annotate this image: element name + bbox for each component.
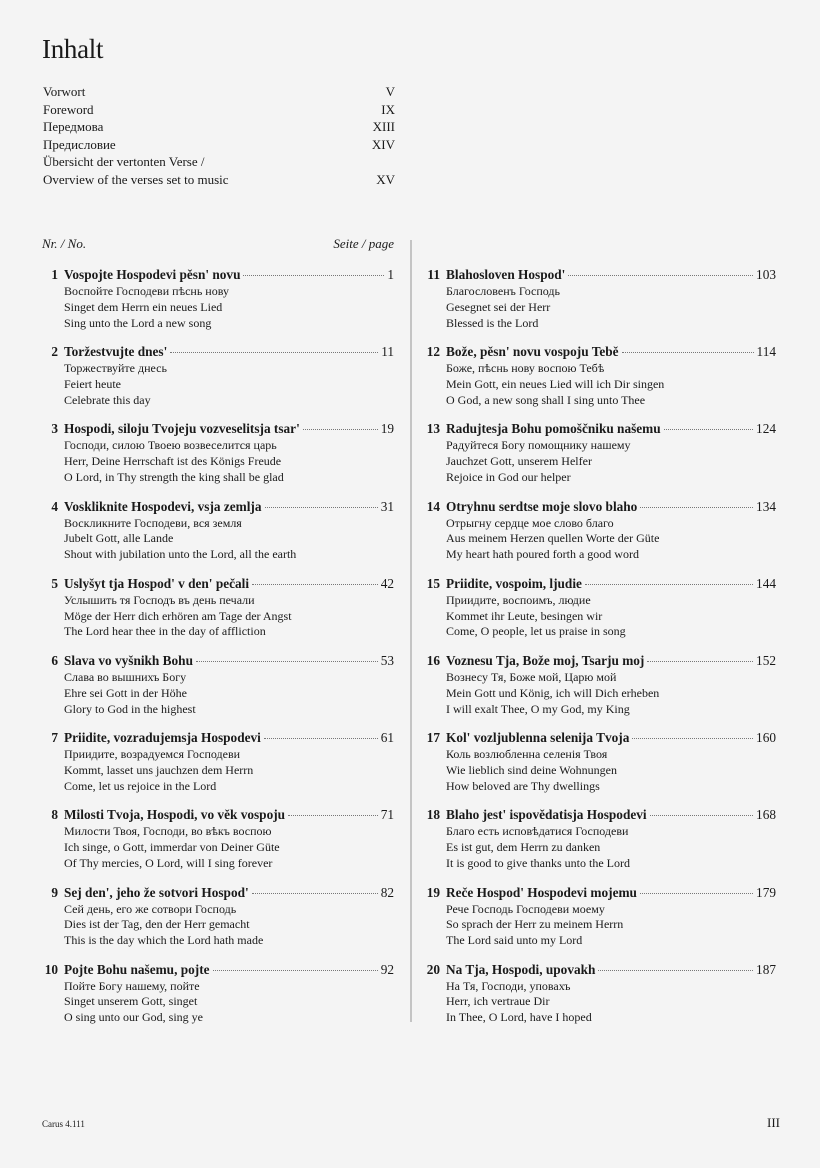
front-matter-label: Foreword — [43, 101, 94, 117]
toc-column-right — [418, 266, 776, 1038]
toc-entry[interactable] — [36, 575, 394, 652]
front-matter-label: Overview of the verses set to music — [43, 171, 229, 187]
entry-german-title: So sprach der Herr zu meinem Herrn — [446, 917, 624, 932]
toc-entry-heading[interactable] — [36, 343, 394, 361]
toc-entry[interactable] — [418, 729, 776, 806]
entry-german-title: Herr, Deine Herrschaft ist des Königs Freude — [64, 454, 282, 469]
page-title: Inhalt — [42, 34, 104, 64]
toc-entry-heading[interactable] — [36, 652, 394, 670]
dot-leader — [170, 352, 378, 353]
entry-page-number: 187 — [756, 961, 776, 977]
front-matter-list — [43, 83, 395, 189]
dot-leader — [265, 507, 378, 508]
entry-title: Toržestvujte dnes' — [64, 344, 168, 360]
entry-title: Reče Hospod' Hospodevi mojemu — [446, 884, 637, 900]
entry-page-number: 134 — [756, 498, 776, 514]
entry-english-title: I will exalt Thee, O my God, my King — [446, 701, 630, 716]
entry-page-number: 53 — [380, 652, 394, 668]
toc-entry[interactable] — [36, 420, 394, 497]
entry-english-title: Of Thy mercies, O Lord, will I sing forever — [64, 855, 273, 870]
front-matter-label: Übersicht der vertonten Verse / — [43, 154, 205, 170]
front-matter-item[interactable] — [43, 101, 395, 119]
entry-number: 19 — [426, 884, 440, 900]
entry-english-title: Sing unto the Lord a new song — [64, 315, 212, 330]
dot-leader — [252, 893, 378, 894]
dot-leader — [213, 970, 378, 971]
dot-leader — [568, 275, 753, 276]
entry-english-title: Celebrate this day — [64, 392, 151, 407]
entry-page-number: 19 — [380, 421, 394, 437]
entry-german-title: Jubelt Gott, alle Lande — [64, 531, 174, 546]
page-number: III — [767, 1115, 780, 1130]
entry-number: 16 — [426, 652, 440, 668]
entry-cyrillic-title: Радуйтеся Богу помощнику нашему — [446, 438, 631, 453]
toc-entry-heading[interactable] — [36, 806, 394, 824]
dot-leader — [252, 584, 378, 585]
entry-german-title: Mein Gott, ein neues Lied will ich Dir singen — [446, 376, 665, 391]
entry-number: 10 — [44, 961, 58, 977]
entry-number: 2 — [51, 344, 58, 360]
dot-leader — [647, 661, 753, 662]
toc-entry[interactable] — [36, 729, 394, 806]
front-matter-label: Vorwort — [43, 84, 86, 99]
toc-entry-heading[interactable] — [36, 961, 394, 979]
entry-german-title: Kommt, lasset uns jauchzen dem Herrn — [64, 762, 254, 777]
toc-entry[interactable] — [36, 343, 394, 420]
entry-number: 20 — [426, 961, 440, 977]
entry-cyrillic-title: Сей день, его же сотвори Господь — [64, 901, 237, 916]
entry-german-title: Es ist gut, dem Herrn zu danken — [446, 840, 601, 855]
entry-page-number: 124 — [756, 421, 776, 437]
dot-leader — [288, 815, 378, 816]
entry-english-title: Glory to God in the highest — [64, 701, 196, 716]
toc-entry-heading[interactable] — [418, 420, 776, 438]
entry-english-title: O sing unto our God, sing ye — [64, 1010, 203, 1025]
dot-leader — [650, 815, 753, 816]
front-matter-item[interactable] — [43, 118, 395, 136]
entry-cyrillic-title: Коль возлюбленна селенія Твоя — [446, 747, 608, 762]
toc-entry-heading[interactable] — [418, 806, 776, 824]
entry-title: Priidite, vospoim, ljudie — [446, 575, 582, 591]
entry-cyrillic-title: Милости Твоя, Господи, во вѣкъ воспою — [64, 824, 272, 839]
entry-cyrillic-title: Благословенъ Господь — [446, 284, 560, 298]
entry-english-title: It is good to give thanks unto the Lord — [446, 855, 630, 870]
entry-title: Vospojte Hospodevi pěsn' novu — [64, 267, 241, 282]
entry-cyrillic-title: Воскликните Господеви, вся земля — [64, 515, 242, 530]
entry-cyrillic-title: Вознесу Тя, Боже мой, Царю мой — [446, 669, 617, 684]
entry-title: Priidite, vozradujemsja Hospodevi — [64, 730, 261, 746]
toc-entry[interactable] — [36, 961, 394, 1038]
dot-leader — [264, 738, 378, 739]
front-matter-label: Предисловие — [43, 136, 116, 152]
entry-german-title: Singet dem Herrn ein neues Lied — [64, 299, 223, 314]
dot-leader — [664, 429, 753, 430]
front-matter-item[interactable] — [43, 171, 395, 189]
toc-entry-heading[interactable] — [36, 884, 394, 902]
entry-german-title: Aus meinem Herzen quellen Worte der Güte — [446, 531, 660, 546]
entry-number: 7 — [51, 730, 58, 746]
toc-entry-heading[interactable] — [36, 420, 394, 438]
toc-entry-heading[interactable] — [36, 498, 394, 516]
toc-entry[interactable] — [36, 884, 394, 961]
entry-title: Na Tja, Hospodi, upovakh — [446, 961, 596, 977]
toc-entry-heading[interactable] — [418, 652, 776, 670]
toc-entry[interactable] — [36, 652, 394, 729]
entry-cyrillic-title: Отрыгну сердце мое слово благо — [446, 515, 614, 530]
entry-cyrillic-title: Боже, пѣснь нову воспою Тебѣ — [446, 361, 605, 376]
entry-cyrillic-title: Торжествуйте днесь — [64, 361, 167, 376]
toc-entry[interactable] — [36, 266, 394, 343]
entry-page-number: 103 — [756, 267, 776, 282]
entry-page-number: 168 — [756, 807, 776, 823]
entry-title: Sej den', jeho že sotvori Hospod' — [64, 884, 249, 900]
toc-entry[interactable] — [418, 343, 776, 420]
entry-german-title: Möge der Herr dich erhören am Tage der Angst — [64, 608, 292, 623]
front-matter-page: IX — [381, 101, 395, 117]
entry-number: 12 — [426, 344, 440, 360]
toc-entry-heading[interactable] — [418, 498, 776, 516]
front-matter-item[interactable] — [43, 153, 395, 171]
toc-entry-heading[interactable] — [418, 266, 776, 284]
entry-german-title: Singet unserem Gott, singet — [64, 994, 198, 1009]
entry-title: Hospodi, siloju Tvojeju vozveselitsja tsar' — [64, 421, 300, 437]
entry-number: 8 — [51, 807, 58, 823]
entry-german-title: Herr, ich vertraue Dir — [446, 994, 550, 1009]
entry-page-number: 160 — [756, 730, 776, 746]
entry-number: 6 — [51, 652, 58, 668]
entry-title: Voznesu Tja, Bože moj, Tsarju moj — [446, 652, 645, 668]
entry-english-title: How beloved are Thy dwellings — [446, 778, 600, 793]
entry-german-title: Mein Gott und König, ich will Dich erheben — [446, 685, 660, 700]
entry-page-number: 82 — [380, 884, 394, 900]
entry-german-title: Ehre sei Gott in der Höhe — [64, 685, 187, 700]
entry-german-title: Jauchzet Gott, unserem Helfer — [446, 454, 592, 469]
front-matter-item[interactable] — [43, 83, 395, 101]
column-header-number: Nr. / No. — [42, 236, 87, 251]
entry-german-title: Kommet ihr Leute, besingen wir — [446, 608, 603, 623]
front-matter-label: Передмова — [43, 119, 104, 135]
toc-entry-heading[interactable] — [418, 343, 776, 361]
entry-title: Pojte Bohu našemu, pojte — [64, 961, 210, 977]
front-matter-page: V — [385, 84, 395, 99]
toc-entry[interactable] — [36, 498, 394, 575]
publisher-reference: Carus 4.111 — [42, 1119, 85, 1129]
entry-english-title: Shout with jubilation unto the Lord, all the earth — [64, 547, 297, 562]
entry-title: Bože, pěsn' novu vospoju Tebě — [446, 344, 619, 360]
entry-english-title: Come, O people, let us praise in song — [446, 624, 626, 639]
toc-entry[interactable] — [418, 961, 776, 1038]
entry-title: Voskliknite Hospodevi, vsja zemlja — [64, 498, 262, 514]
toc-column-left — [36, 266, 394, 1038]
dot-leader — [640, 507, 753, 508]
entry-number: 17 — [426, 730, 440, 746]
toc-entry-heading[interactable] — [36, 729, 394, 747]
entry-english-title: My heart hath poured forth a good word — [446, 547, 639, 562]
entry-title: Kol' vozljublenna selenija Tvoja — [446, 730, 630, 746]
front-matter-item[interactable] — [43, 136, 395, 154]
entry-number: 1 — [51, 267, 58, 282]
entry-cyrillic-title: Рече Господь Господеви моему — [446, 901, 605, 916]
toc-entry-heading[interactable] — [418, 729, 776, 747]
entry-german-title: Ich singe, o Gott, immerdar von Deiner Güte — [64, 840, 280, 855]
dot-leader — [585, 584, 753, 585]
entry-title: Otryhnu serdtse moje slovo blaho — [446, 498, 638, 514]
dot-leader — [632, 738, 753, 739]
toc-entry-heading[interactable] — [36, 266, 394, 284]
dot-leader — [640, 893, 753, 894]
entry-english-title: Blessed is the Lord — [446, 315, 539, 330]
toc-entry[interactable] — [418, 266, 776, 343]
entry-number: 4 — [51, 498, 58, 514]
front-matter-page: XV — [376, 171, 395, 187]
entry-cyrillic-title: Воспойте Господеви пѣснь нову — [64, 284, 229, 298]
entry-cyrillic-title: Слава во вышнихъ Богу — [64, 669, 187, 684]
entry-page-number: 61 — [380, 730, 394, 746]
toc-entry-heading[interactable] — [418, 961, 776, 979]
dot-leader — [196, 661, 378, 662]
entry-english-title: Come, let us rejoice in the Lord — [64, 778, 217, 793]
entry-page-number: 71 — [380, 807, 394, 823]
entry-page-number: 42 — [380, 575, 394, 591]
entry-cyrillic-title: Пойте Богу нашему, пойте — [64, 978, 200, 993]
entry-german-title: Dies ist der Tag, den der Herr gemacht — [64, 917, 250, 932]
entry-english-title: The Lord said unto my Lord — [446, 933, 583, 948]
entry-page-number: 152 — [756, 652, 776, 668]
front-matter-page: XIV — [371, 136, 395, 152]
entry-english-title: O Lord, in Thy strength the king shall be glad — [64, 469, 284, 484]
entry-page-number: 31 — [380, 498, 394, 514]
toc-entry[interactable] — [418, 498, 776, 575]
entry-title: Uslyšyt tja Hospod' v den' pečali — [64, 575, 250, 591]
entry-number: 13 — [426, 421, 440, 437]
entry-german-title: Wie lieblich sind deine Wohnungen — [446, 762, 617, 777]
entry-page-number: 1 — [387, 267, 394, 282]
toc-entry[interactable] — [418, 806, 776, 883]
entry-cyrillic-title: Услышить тя Господъ въ день печали — [64, 592, 255, 607]
entry-number: 15 — [426, 575, 440, 591]
toc-entry[interactable] — [418, 420, 776, 497]
entry-page-number: 114 — [756, 344, 776, 360]
entry-title: Slava vo vyšnikh Bohu — [64, 652, 193, 668]
dot-leader — [598, 970, 753, 971]
entry-english-title: Rejoice in God our helper — [446, 469, 571, 484]
toc-entry-heading[interactable] — [418, 884, 776, 902]
entry-german-title: Feiert heute — [64, 376, 121, 391]
entry-english-title: The Lord hear thee in the day of affliction — [64, 624, 266, 639]
entry-number: 3 — [51, 421, 58, 437]
entry-number: 14 — [426, 498, 440, 514]
column-header-page: Seite / page — [333, 236, 394, 251]
dot-leader — [622, 352, 754, 353]
entry-english-title: In Thee, O Lord, have I hoped — [446, 1010, 592, 1025]
toc-entry[interactable] — [36, 806, 394, 883]
dot-leader — [243, 275, 384, 276]
dot-leader — [303, 429, 378, 430]
entry-title: Milosti Tvoja, Hospodi, vo věk vospoju — [64, 807, 286, 823]
entry-title: Radujtesja Bohu pomoščniku našemu — [446, 421, 661, 437]
entry-number: 9 — [51, 884, 58, 900]
entry-page-number: 92 — [380, 961, 394, 977]
entry-cyrillic-title: Приидите, возрадуемся Господеви — [64, 747, 241, 762]
entry-title: Blahosloven Hospod' — [446, 267, 566, 282]
toc-entry-heading[interactable] — [36, 575, 394, 593]
entry-page-number: 179 — [756, 884, 776, 900]
entry-title: Blaho jest' ispovědatisja Hospodevi — [446, 807, 647, 823]
toc-entry[interactable] — [418, 652, 776, 729]
entry-cyrillic-title: Приидите, воспоимъ, людие — [446, 592, 591, 607]
entry-cyrillic-title: На Тя, Господи, уповахъ — [446, 978, 571, 993]
entry-english-title: This is the day which the Lord hath made — [64, 933, 264, 948]
entry-page-number: 11 — [381, 344, 394, 360]
toc-entry[interactable] — [418, 884, 776, 961]
entry-number: 18 — [426, 807, 440, 823]
entry-cyrillic-title: Господи, силою Твоею возвеселится царь — [64, 438, 277, 453]
entry-cyrillic-title: Благо есть исповѣдатися Господеви — [446, 824, 629, 839]
column-divider — [410, 240, 412, 1022]
toc-entry[interactable] — [418, 575, 776, 652]
entry-german-title: Gesegnet sei der Herr — [446, 299, 551, 314]
entry-number: 11 — [427, 267, 440, 282]
entry-english-title: O God, a new song shall I sing unto Thee — [446, 392, 646, 407]
entry-page-number: 144 — [756, 575, 776, 591]
front-matter-page: XIII — [372, 119, 395, 135]
toc-entry-heading[interactable] — [418, 575, 776, 593]
entry-number: 5 — [51, 575, 58, 591]
